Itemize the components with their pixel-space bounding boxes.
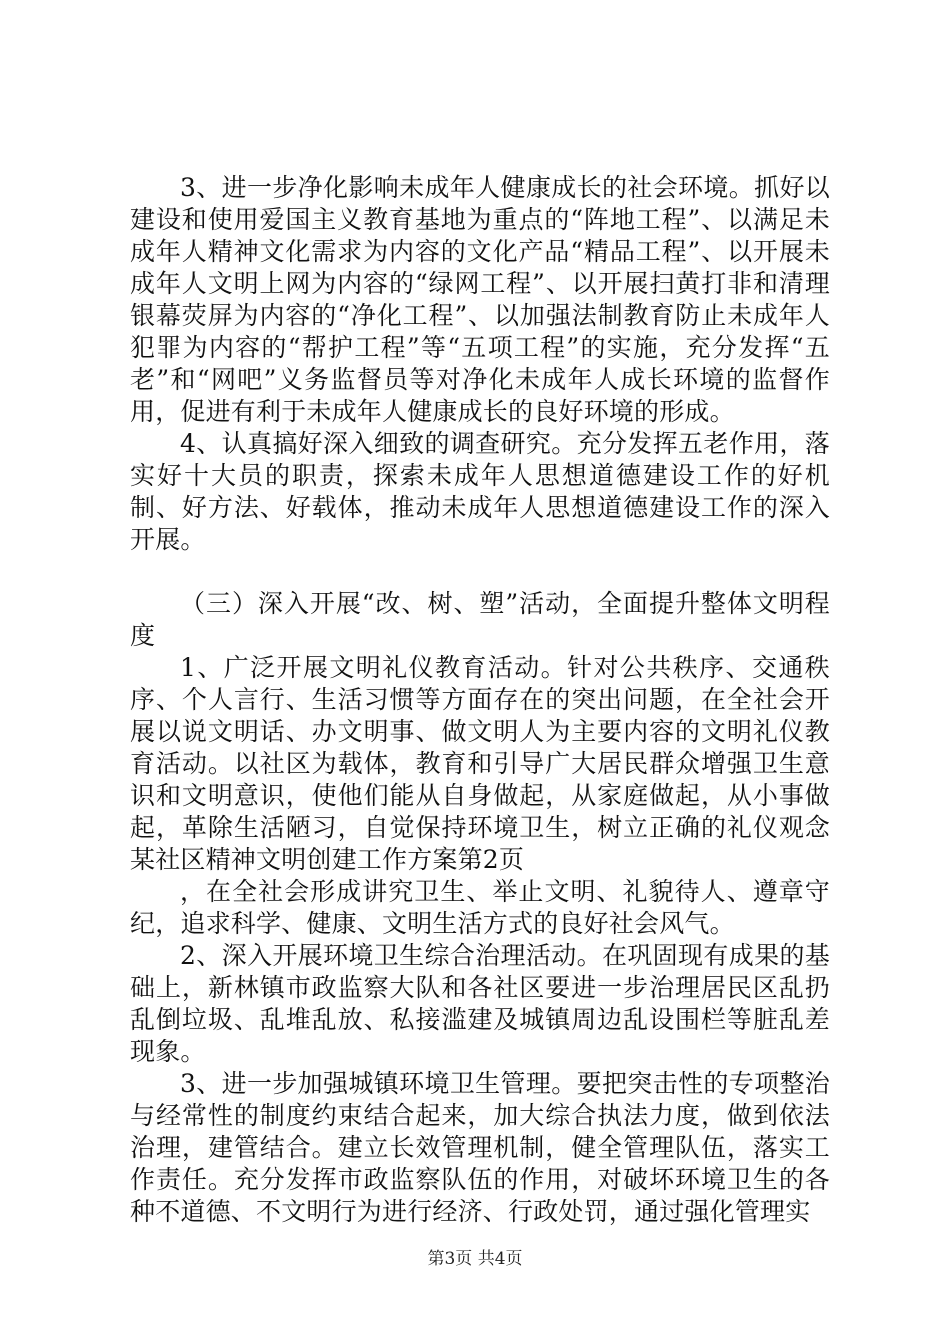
paragraph-item-3: 3、进一步净化影响未成年人健康成长的社会环境。抓好以建设和使用爱国主义教育基地为重点的“阵地工程”、以满足未成年人精神文化需求为内容的文化产品“精品工程”、以开展未成年人文明上网为内容的“绿网工程”、以开展扫黄打非和清理银幕荧屏为内容的“净化工程”、以加强法制教育防止未成年人犯罪为内容的“帮护工程”等“五项工程”的实施，充分发挥“五老”和“网吧”义务监督员等对净化未成年人成长环境的监督作用，促进有利于未成年人健康成长的良好环境的形成。: [130, 173, 830, 426]
paragraph-continuation: ，在全社会形成讲究卫生、举止文明、礼貌待人、遵章守纪，追求科学、健康、文明生活方式的良好社会风气。: [130, 877, 830, 938]
page-footer: 第3页 共4页: [427, 1249, 523, 1269]
section-heading: （三）深入开展“改、树、塑”活动，全面提升整体文明程度: [130, 589, 830, 650]
paragraph-item-3b: 3、进一步加强城镇环境卫生管理。要把突击性的专项整治与经常性的制度约束结合起来，加大综合执法力度，做到依法治理，建管结合。建立长效管理机制，健全管理队伍，落实工作责任。充分发挥市政监察队伍的作用，对破坏环境卫生的各种不道德、不文明行为进行经济、行政处罚，通过强化管理实: [130, 1069, 830, 1226]
section-gap: [130, 556, 830, 588]
paragraph-item-2: 2、深入开展环境卫生综合治理活动。在巩固现有成果的基础上，新林镇市政监察大队和各社区要进一步治理居民区乱扔乱倒垃圾、乱堆乱放、私接滥建及城镇周边乱设围栏等脏乱差现象。: [130, 941, 830, 1066]
document-body: [130, 172, 830, 1228]
paragraph-item-4: 4、认真搞好深入细致的调查研究。充分发挥五老作用，落实好十大员的职责，探索未成年人思想道德建设工作的好机制、好方法、好载体，推动未成年人思想道德建设工作的深入开展。: [130, 429, 830, 554]
paragraph-item-1: 1、广泛开展文明礼仪教育活动。针对公共秩序、交通秩序、个人言行、生活习惯等方面存在的突出问题，在全社会开展以说文明话、办文明事、做文明人为主要内容的文明礼仪教育活动。以社区为载体，教育和引导广大居民群众增强卫生意识和文明意识，使他们能从自身做起，从家庭做起，从小事做起，革除生活陋习，自觉保持环境卫生，树立正确的礼仪观念某社区精神文明创建工作方案第2页: [130, 653, 830, 874]
